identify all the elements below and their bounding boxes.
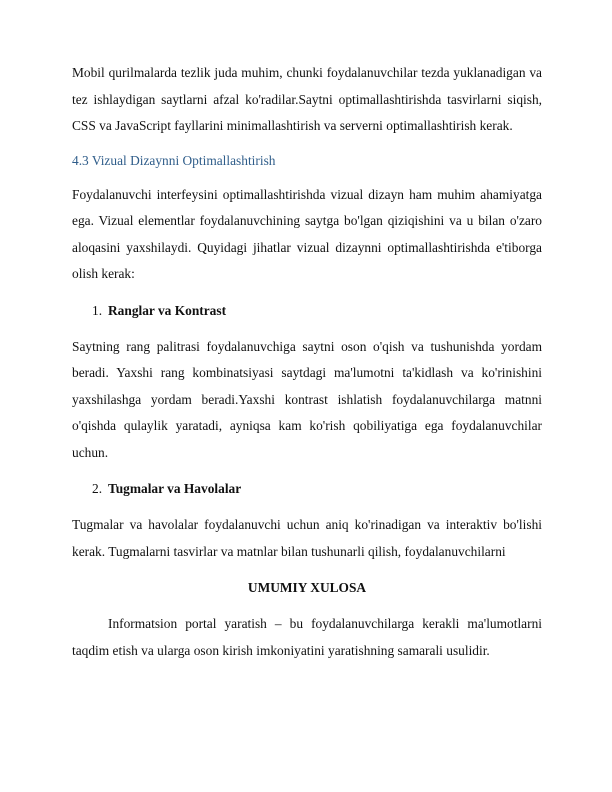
paragraph-mobile-speed: Mobil qurilmalarda tezlik juda muhim, chunki foydalanuvchilar tezda yuklanadigan va tez ishlaydigan saytlarni afzal ko'radilar.Saytni optimallashtirishda tasvirlarni siqish, CSS va JavaScript fayllarini minimallashtirish va serverni optimallashtirish kerak. <box>72 65 542 133</box>
summary-title: UMUMIY XULOSA <box>247 580 367 595</box>
paragraph-buttons: Tugmalar va havolalar foydalanuvchi uchun aniq ko'rinadigan va interaktiv bo'lishi kerak. Tugmalarni tasvirlar va matnlar bilan tushunarli qilish, foydalanuvchilarni <box>72 517 542 559</box>
list-number: 2. <box>92 481 103 496</box>
list-number: 1. <box>92 302 103 318</box>
list-item-buttons <box>72 476 542 502</box>
paragraph-visual-design: Foydalanuvchi interfeysini optimallashtirishda vizual dizayn ham muhim ahamiyatga ega. Vizual elementlar foydalanuvchining saytga bo'lgan qiziqishini va u bilan o'zaro aloqasini yaxshilaydi. Quyidagi jihatlar vizual dizaynni optimallashtirishda e'tiborga olish kerak: <box>72 186 542 281</box>
document-page <box>72 60 542 664</box>
list-item-label: Tugmalar va Havolalar <box>108 481 242 496</box>
paragraph-colors: Saytning rang palitrasi foydalanuvchiga saytni oson o'qish va tushunishda yordam beradi. Yaxshi rang kombinatsiyasi saytdagi ma'lumotni ta'kidlash va ko'rinishini yaxshilashga yordam beradi.Yaxshi kontrast ishlatish foydalanuvchilarga matnni o'qishda qulaylik yaratadi, ayniqsa kam ko'rish qobiliyatiga ega foydalanuvchilar uchun. <box>72 338 542 460</box>
paragraph-summary: Informatsion portal yaratish – bu foydalanuvchilarga kerakli ma'lumotlarni taqdim etish va ularga oson kirish imkoniyatini yaratishning samarali usulidir. <box>72 616 542 658</box>
list-item-colors <box>72 298 542 324</box>
list-item-label: Ranglar va Kontrast <box>108 302 227 318</box>
section-heading: 4.3 Vizual Dizaynni Optimallashtirish <box>72 152 276 168</box>
